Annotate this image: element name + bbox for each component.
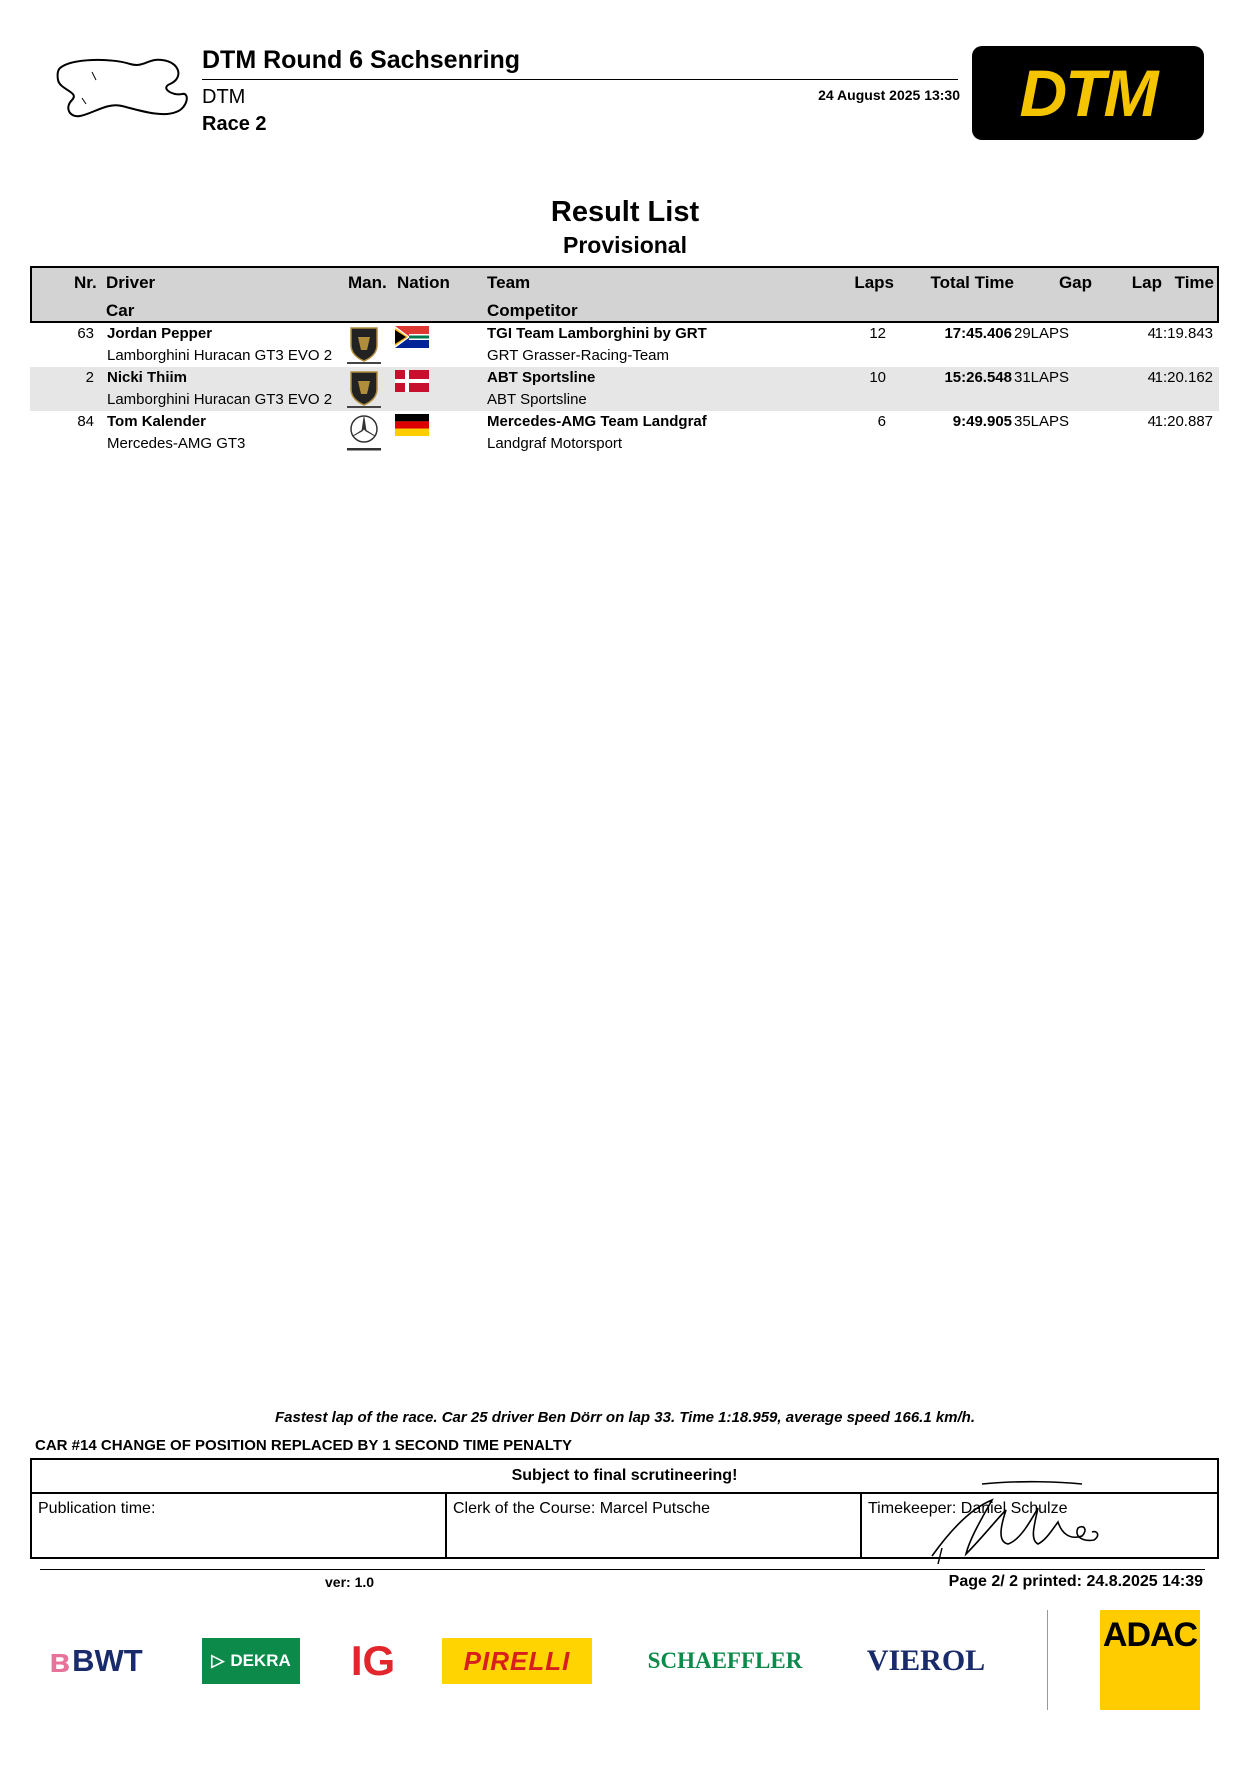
row-nr: 84: [77, 413, 94, 430]
header-competitor: Competitor: [487, 301, 578, 320]
row-total-time: 15:26.548: [944, 369, 1012, 386]
table-row: [30, 323, 1219, 367]
header-car: Car: [106, 301, 135, 320]
title-divider: [202, 79, 958, 80]
dekra-logo-text: DEKRA: [230, 1651, 291, 1670]
timekeeper-signature: [912, 1478, 1132, 1568]
row-competitor: GRT Grasser-Racing-Team: [487, 347, 669, 364]
bwt-logo-text: BWT: [72, 1643, 143, 1678]
dekra-arrow-icon: ▷: [211, 1651, 225, 1670]
table-header: [30, 266, 1219, 323]
document-title: Result List: [550, 196, 700, 228]
row-car: Lamborghini Huracan GT3 EVO 2: [107, 391, 333, 408]
table-row: [30, 411, 1219, 455]
row-laps: 12: [869, 325, 886, 342]
timekeeper-label: Timekeeper: Daniel Schulze: [868, 1500, 1068, 1517]
scrutineering-note: Subject to final scrutineering!: [32, 1460, 1217, 1494]
fastest-lap-note: Fastest lap of the race. Car 25 driver Ben Dörr on lap 33. Time 1:18.959, average speed 166.1 km/h.: [274, 1409, 976, 1426]
bwt-logo: [40, 1638, 152, 1684]
mercedes-amg-logo-icon: [343, 413, 385, 453]
dtm-logo: [972, 46, 1204, 140]
row-time: 1:20.162: [1154, 369, 1213, 386]
row-driver: Jordan Pepper: [107, 325, 213, 342]
pirelli-logo-text: IRELLI: [482, 1645, 571, 1676]
vierol-logo: VIEROL: [866, 1644, 986, 1677]
row-lap: 4: [1147, 325, 1156, 342]
clerk-of-course-label: Clerk of the Course: Marcel Putsche: [447, 1494, 862, 1557]
header-man: Man.: [348, 273, 387, 292]
row-laps: 10: [869, 369, 886, 386]
header-gap: Gap: [1058, 273, 1092, 292]
version-label: ver: 1.0: [325, 1574, 375, 1590]
row-driver: Tom Kalender: [107, 413, 206, 430]
row-car: Lamborghini Huracan GT3 EVO 2: [107, 347, 333, 364]
row-time: 1:20.887: [1154, 413, 1213, 430]
row-team: ABT Sportsline: [487, 369, 596, 386]
header-nation: Nation: [397, 273, 450, 292]
sponsor-divider: [1047, 1610, 1048, 1710]
row-driver: Nicki Thiim: [107, 369, 188, 386]
row-car: Mercedes-AMG GT3: [107, 435, 246, 452]
header-team: Team: [487, 273, 531, 292]
header-time: Time: [1174, 273, 1214, 292]
lamborghini-logo-icon: [343, 325, 385, 365]
pirelli-logo: [442, 1638, 592, 1684]
pirelli-p-mark: P: [463, 1645, 482, 1676]
adac-logo: [1100, 1610, 1200, 1710]
south-africa-flag-icon: [395, 326, 429, 348]
row-total-time: 9:49.905: [952, 413, 1012, 430]
track-map-icon: [52, 50, 192, 125]
dekra-logo: [202, 1638, 300, 1684]
footer-divider: [40, 1569, 1205, 1570]
header-total-time: Total Time: [930, 273, 1014, 292]
penalty-note: CAR #14 CHANGE OF POSITION REPLACED BY 1 SECOND TIME PENALTY: [35, 1437, 573, 1454]
race-name: Race 2: [202, 113, 267, 135]
row-lap: 4: [1147, 413, 1156, 430]
bwt-mark-icon: ʙ: [49, 1641, 71, 1680]
row-lap: 4: [1147, 369, 1156, 386]
lamborghini-logo-icon: [343, 369, 385, 409]
publication-time-label: Publication time:: [32, 1494, 447, 1557]
germany-flag-icon: [395, 414, 429, 436]
results-table: [30, 266, 1219, 455]
row-laps: 6: [877, 413, 886, 430]
row-total-time: 17:45.406: [944, 325, 1012, 342]
header-nr: Nr.: [74, 273, 97, 292]
row-time: 1:19.843: [1154, 325, 1213, 342]
header-lap: Lap: [1131, 273, 1162, 292]
document-subtitle: Provisional: [563, 232, 687, 258]
dtm-logo-text: DTM: [1019, 56, 1157, 130]
ig-logo: IG: [350, 1637, 396, 1684]
row-nr: 2: [85, 369, 94, 386]
page-info: Page 2/ 2 printed: 24.8.2025 14:39: [948, 1573, 1203, 1590]
denmark-flag-icon: [395, 370, 429, 392]
header-laps: Laps: [854, 273, 894, 292]
adac-logo-text: ADAC: [1102, 1616, 1198, 1654]
event-date: 24 August 2025 13:30: [818, 87, 960, 103]
header-driver: Driver: [106, 273, 156, 292]
series-name: DTM: [202, 86, 246, 108]
row-gap: 31LAPS: [1014, 369, 1070, 386]
row-nr: 63: [77, 325, 94, 342]
row-gap: 35LAPS: [1014, 413, 1070, 430]
row-team: Mercedes-AMG Team Landgraf: [487, 413, 707, 430]
row-gap: 29LAPS: [1014, 325, 1070, 342]
row-competitor: Landgraf Motorsport: [487, 435, 623, 452]
table-row: [30, 367, 1219, 411]
schaeffler-logo: SCHAEFFLER: [647, 1648, 803, 1673]
event-title: DTM Round 6 Sachsenring: [202, 46, 521, 74]
row-team: TGI Team Lamborghini by GRT: [487, 325, 707, 342]
row-competitor: ABT Sportsline: [487, 391, 587, 408]
